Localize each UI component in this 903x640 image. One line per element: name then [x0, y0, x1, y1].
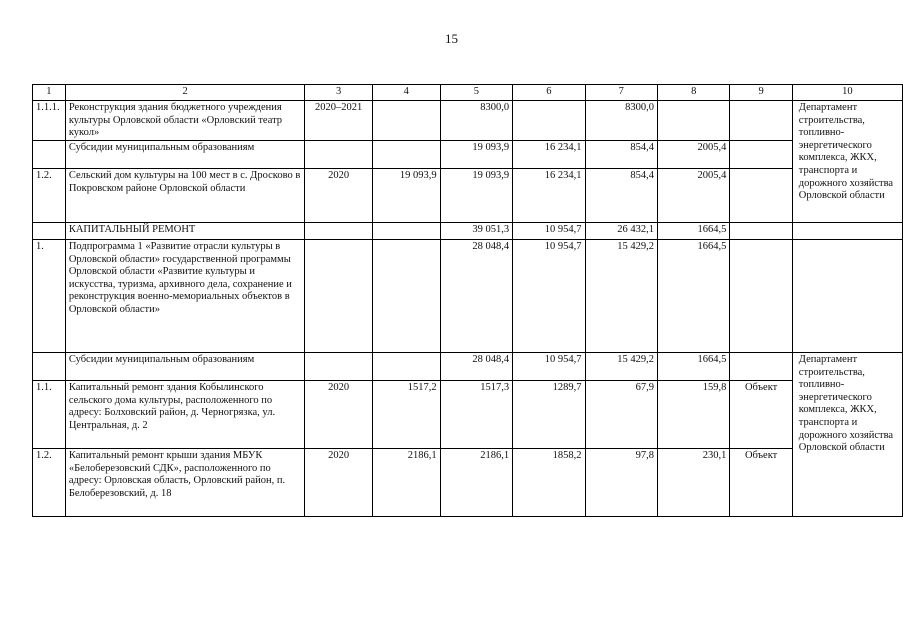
row-col8: 1664,5	[657, 240, 729, 353]
table-row	[33, 381, 903, 449]
row-col7: 15 429,2	[585, 353, 657, 381]
row-col6: 1858,2	[513, 449, 585, 517]
row-number: 1.	[33, 240, 66, 353]
row-name: Сельский дом культуры на 100 мест в с. Дросково в Покровском районе Орловской области	[65, 169, 304, 223]
row-col4	[372, 101, 440, 141]
row-col4: 2186,1	[372, 449, 440, 517]
header-cell: 9	[730, 85, 792, 101]
row-col9	[730, 240, 792, 353]
row-col6: 10 954,7	[513, 223, 585, 240]
row-period: 2020–2021	[305, 101, 373, 141]
row-number	[33, 223, 66, 240]
row-col8: 1664,5	[657, 223, 729, 240]
header-cell: 10	[792, 85, 902, 101]
row-col9: Объект	[730, 381, 792, 449]
row-col5: 19 093,9	[440, 141, 512, 169]
row-col7: 67,9	[585, 381, 657, 449]
row-col8	[657, 101, 729, 141]
header-cell: 3	[305, 85, 373, 101]
row-col4	[372, 353, 440, 381]
row-period	[305, 141, 373, 169]
row-col8: 2005,4	[657, 169, 729, 223]
row-period	[305, 240, 373, 353]
row-col6: 16 234,1	[513, 141, 585, 169]
department-cell: Департамент строительства, топливно-энергетического комплекса, ЖКХ, транспорта и дорожного хозяйства Орловской области	[792, 353, 902, 517]
row-period: 2020	[305, 381, 373, 449]
row-name: Капитальный ремонт крыши здания МБУК «Белоберезовский СДК», расположенного по адресу: Орловская область, Орловский район, п. Белоберезовский, д. 18	[65, 449, 304, 517]
row-number: 1.2.	[33, 449, 66, 517]
row-number: 1.1.	[33, 381, 66, 449]
row-col8: 230,1	[657, 449, 729, 517]
department-cell-empty	[792, 223, 902, 240]
header-cell: 5	[440, 85, 512, 101]
row-col5: 8300,0	[440, 101, 512, 141]
header-cell: 7	[585, 85, 657, 101]
row-period	[305, 223, 373, 240]
row-number	[33, 353, 66, 381]
row-col5: 1517,3	[440, 381, 512, 449]
row-number: 1.1.1.	[33, 101, 66, 141]
row-col9	[730, 169, 792, 223]
table-row	[33, 449, 903, 517]
department-cell-empty	[792, 240, 902, 353]
header-cell: 4	[372, 85, 440, 101]
header-row	[33, 85, 903, 101]
page-number: 15	[445, 31, 458, 46]
row-col6: 10 954,7	[513, 240, 585, 353]
row-name: Реконструкция здания бюджетного учреждения культуры Орловской области «Орловский театр кукол»	[65, 101, 304, 141]
row-col9	[730, 353, 792, 381]
header-cell: 6	[513, 85, 585, 101]
row-col9	[730, 223, 792, 240]
row-col4: 19 093,9	[372, 169, 440, 223]
header-cell: 1	[33, 85, 66, 101]
row-col4	[372, 240, 440, 353]
header-cell: 2	[65, 85, 304, 101]
row-col7: 97,8	[585, 449, 657, 517]
table-row	[33, 101, 903, 141]
row-col7: 854,4	[585, 169, 657, 223]
row-col5: 28 048,4	[440, 353, 512, 381]
row-name: КАПИТАЛЬНЫЙ РЕМОНТ	[65, 223, 304, 240]
row-period: 2020	[305, 449, 373, 517]
row-name: Подпрограмма 1 «Развитие отрасли культуры в Орловской области» государственной программы Орловской области «Развитие культуры и искусства, туризма, архивного дела, сохранение и реконструкция военно-мемориальных объектов в Орловской области»	[65, 240, 304, 353]
row-col5: 19 093,9	[440, 169, 512, 223]
row-period	[305, 353, 373, 381]
row-name: Субсидии муниципальным образованиям	[65, 353, 304, 381]
row-col7: 15 429,2	[585, 240, 657, 353]
row-name: Субсидии муниципальным образованиям	[65, 141, 304, 169]
row-col8: 1664,5	[657, 353, 729, 381]
row-col6: 16 234,1	[513, 169, 585, 223]
row-col9: Объект	[730, 449, 792, 517]
row-col5: 39 051,3	[440, 223, 512, 240]
row-col8: 2005,4	[657, 141, 729, 169]
row-col5: 2186,1	[440, 449, 512, 517]
table-row	[33, 141, 903, 169]
row-col4: 1517,2	[372, 381, 440, 449]
table-row	[33, 353, 903, 381]
row-name: Капитальный ремонт здания Кобылинского сельского дома культуры, расположенного по адресу: Болховский район, д. Черногрязка, ул. Центральная, д. 2	[65, 381, 304, 449]
row-col5: 28 048,4	[440, 240, 512, 353]
row-col7: 26 432,1	[585, 223, 657, 240]
row-col6: 10 954,7	[513, 353, 585, 381]
row-col9	[730, 141, 792, 169]
row-col9	[730, 101, 792, 141]
row-number	[33, 141, 66, 169]
row-col6: 1289,7	[513, 381, 585, 449]
budget-table	[32, 84, 903, 517]
row-col4	[372, 223, 440, 240]
row-col7: 854,4	[585, 141, 657, 169]
table-row	[33, 223, 903, 240]
row-period: 2020	[305, 169, 373, 223]
header-cell: 8	[657, 85, 729, 101]
row-number: 1.2.	[33, 169, 66, 223]
row-col6	[513, 101, 585, 141]
row-col8: 159,8	[657, 381, 729, 449]
row-col4	[372, 141, 440, 169]
table-row	[33, 169, 903, 223]
table-row	[33, 240, 903, 353]
row-col7: 8300,0	[585, 101, 657, 141]
department-cell: Департамент строительства, топливно-энергетического комплекса, ЖКХ, транспорта и дорожного хозяйства Орловской области	[792, 101, 902, 223]
